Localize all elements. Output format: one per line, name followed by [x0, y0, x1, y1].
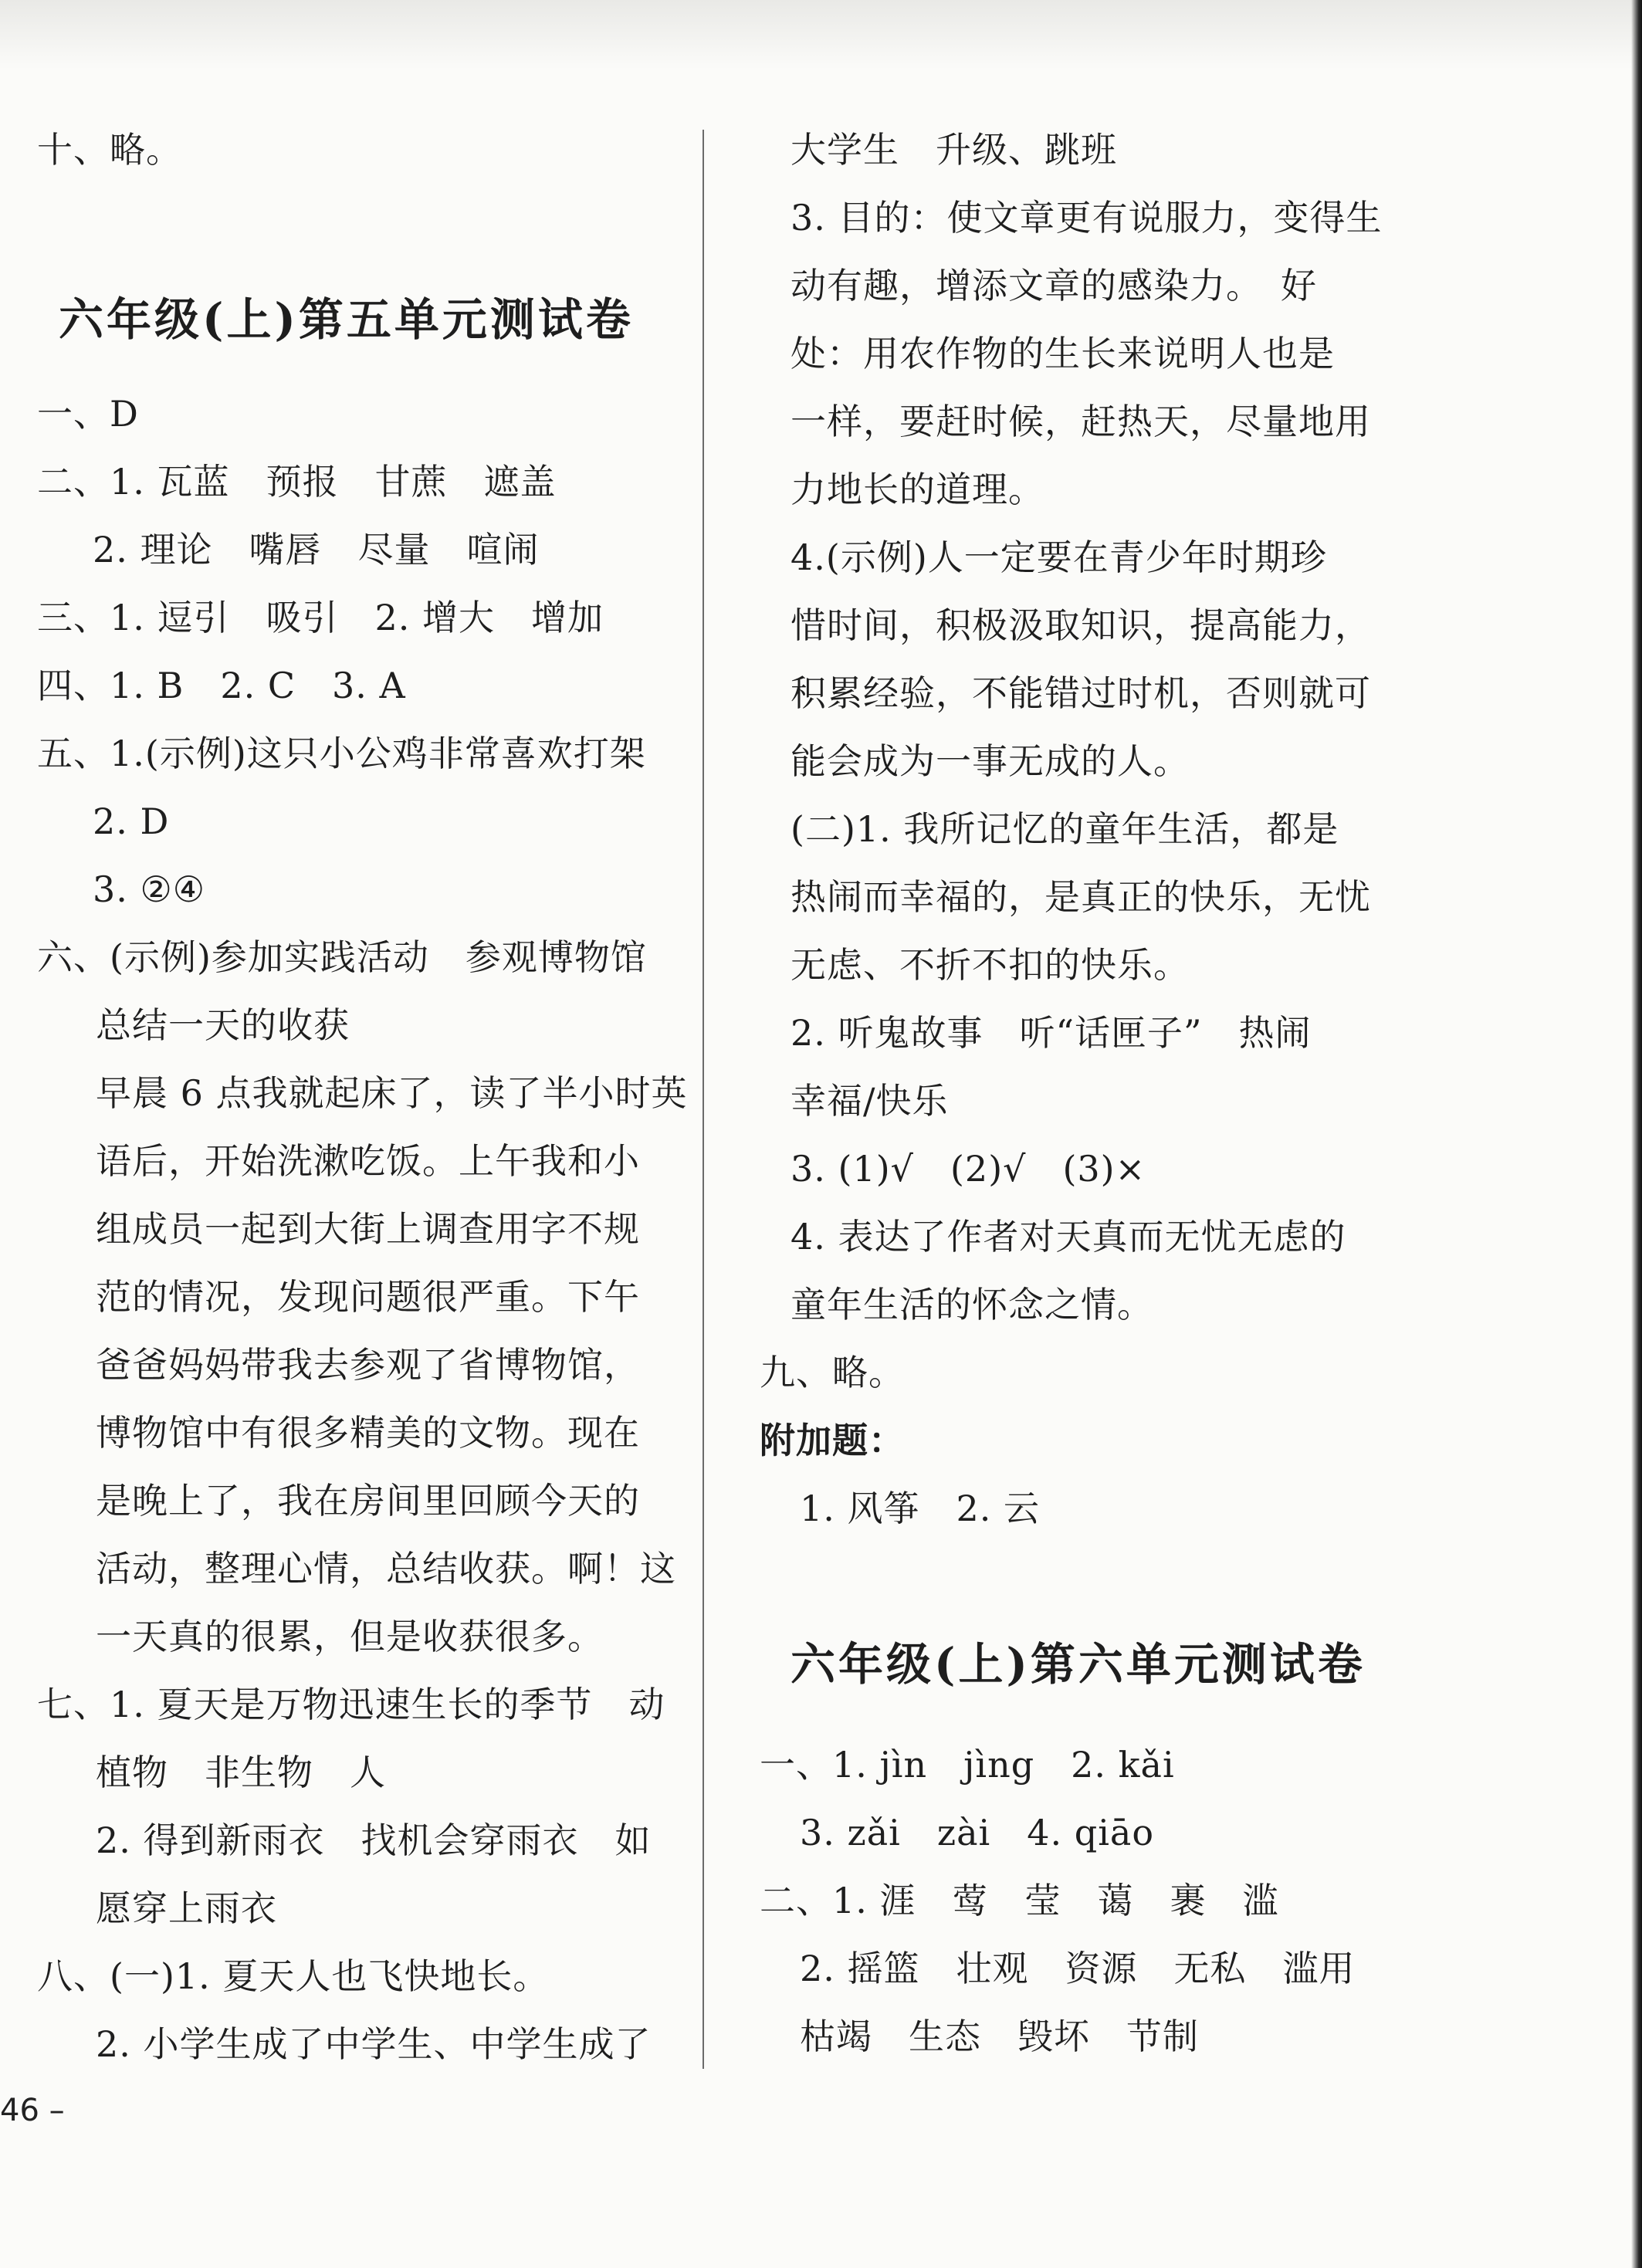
- answer-line: 无虑、不折不扣的快乐。: [791, 944, 1190, 986]
- answer-line: 愿穿上雨衣: [96, 1887, 277, 1929]
- answer-line: 五、1.(示例)这只小公鸡非常喜欢打架: [37, 733, 646, 774]
- answer-line: 七、1. 夏天是万物迅速生长的季节 动: [37, 1684, 665, 1725]
- answer-line: 总结一天的收获: [96, 1004, 350, 1046]
- page-top-shade: [0, 0, 1642, 69]
- left-answer-lines: [37, 380, 688, 2078]
- answer-line: 童年生活的怀念之情。: [791, 1284, 1153, 1325]
- answer-line: 4.(示例)人一定要在青少年时期珍: [791, 537, 1327, 578]
- answer-line: 语后，开始洗漱吃饭。上午我和小: [96, 1140, 640, 1182]
- column-divider: [703, 130, 704, 2069]
- right-column: [760, 116, 1383, 2070]
- answer-line: 2. 摇篮 壮观 资源 无私 滥用: [800, 1948, 1356, 1989]
- answer-line: 3. ②④: [93, 868, 205, 910]
- answer-line: 2. 理论 嘴唇 尽量 喧闹: [93, 529, 540, 570]
- right-top-lines: [760, 116, 1383, 1542]
- answer-line: 植物 非生物 人: [96, 1752, 386, 1793]
- answer-line: 早晨 6 点我就起床了，读了半小时英: [96, 1072, 688, 1114]
- answer-line: 二、1. 涯 莺 莹 蔼 裹 滥: [760, 1880, 1279, 1921]
- answer-line: 力地长的道理。: [791, 469, 1044, 510]
- answer-line: 2. 小学生成了中学生、中学生成了: [96, 2023, 652, 2065]
- answer-line: 博物馆中有很多精美的文物。现在: [96, 1412, 640, 1454]
- answer-line: 积累经验，不能错过时机，否则就可: [791, 672, 1371, 714]
- answer-line: 惜时间，积极汲取知识，提高能力，: [791, 604, 1371, 646]
- answer-line: 能会成为一事无成的人。: [791, 740, 1190, 782]
- answer-line: 组成员一起到大街上调查用字不规: [96, 1208, 640, 1250]
- answer-line: 一天真的很累，但是收获很多。: [96, 1616, 604, 1657]
- answer-line: 三、1. 逗引 吸引 2. 增大 增加: [37, 597, 604, 638]
- left-top-lines: [37, 116, 678, 184]
- answer-line: 3. zǎi zài 4. qiāo: [800, 1812, 1155, 1853]
- page-right-edge: [1631, 0, 1642, 2268]
- answer-line: 处：用农作物的生长来说明人也是: [791, 333, 1335, 374]
- answer-line: 大学生 升级、跳班: [791, 129, 1117, 171]
- answer-line: 2. D: [93, 801, 170, 842]
- unit-6-heading: 六年级(上)第六单元测试卷: [791, 1638, 1366, 1691]
- answer-line: 1. 风筝 2. 云: [800, 1488, 1041, 1529]
- answer-line: 4. 表达了作者对天真而无忧无虑的: [791, 1216, 1346, 1258]
- answer-line: (二)1. 我所记忆的童年生活，都是: [791, 808, 1339, 850]
- answer-line: 一、D: [37, 393, 139, 435]
- answer-line: 枯竭 生态 毁坏 节制: [800, 2016, 1199, 2057]
- answer-line: 幸福/快乐: [791, 1080, 949, 1122]
- answer-line: 热闹而幸福的，是真正的快乐，无忧: [791, 876, 1371, 918]
- unit-5-heading: 六年级(上)第五单元测试卷: [59, 293, 634, 346]
- answer-line: 2. 得到新雨衣 找机会穿雨衣 如: [96, 1819, 652, 1861]
- answer-line: 是晚上了，我在房间里回顾今天的: [96, 1480, 640, 1522]
- answer-line: 附加题：: [760, 1420, 905, 1461]
- answer-line: 八、(一)1. 夏天人也飞快地长。: [37, 1955, 550, 1997]
- answer-line: 范的情况，发现问题很严重。下午: [96, 1276, 640, 1318]
- answer-line: 2. 听鬼故事 听“话匣子” 热闹: [791, 1012, 1312, 1054]
- answer-line: 爸爸妈妈带我去参观了省博物馆，: [96, 1344, 640, 1386]
- answer-line: 十、略。: [37, 129, 182, 171]
- answer-line: 活动，整理心情，总结收获。啊！这: [96, 1548, 676, 1589]
- answer-line: 二、1. 瓦蓝 预报 甘蔗 遮盖: [37, 461, 557, 503]
- page-number: 46 –: [0, 2093, 65, 2128]
- answer-line: 四、1. B 2. C 3. A: [37, 665, 406, 706]
- answer-line: 3. (1)√ (2)√ (3)×: [791, 1148, 1146, 1190]
- answer-line: 一样，要赶时候，赶热天，尽量地用: [791, 401, 1371, 442]
- answer-line: 六、(示例)参加实践活动 参观博物馆: [37, 936, 647, 978]
- right-answer-lines: [760, 1731, 1374, 2070]
- answer-line: 九、略。: [760, 1352, 905, 1393]
- left-column: [37, 116, 688, 2078]
- answer-line: 动有趣，增添文章的感染力。 好: [791, 265, 1317, 306]
- answer-line: 一、1. jìn jìng 2. kǎi: [760, 1744, 1175, 1786]
- answer-line: 3. 目的：使文章更有说服力，变得生: [791, 197, 1383, 239]
